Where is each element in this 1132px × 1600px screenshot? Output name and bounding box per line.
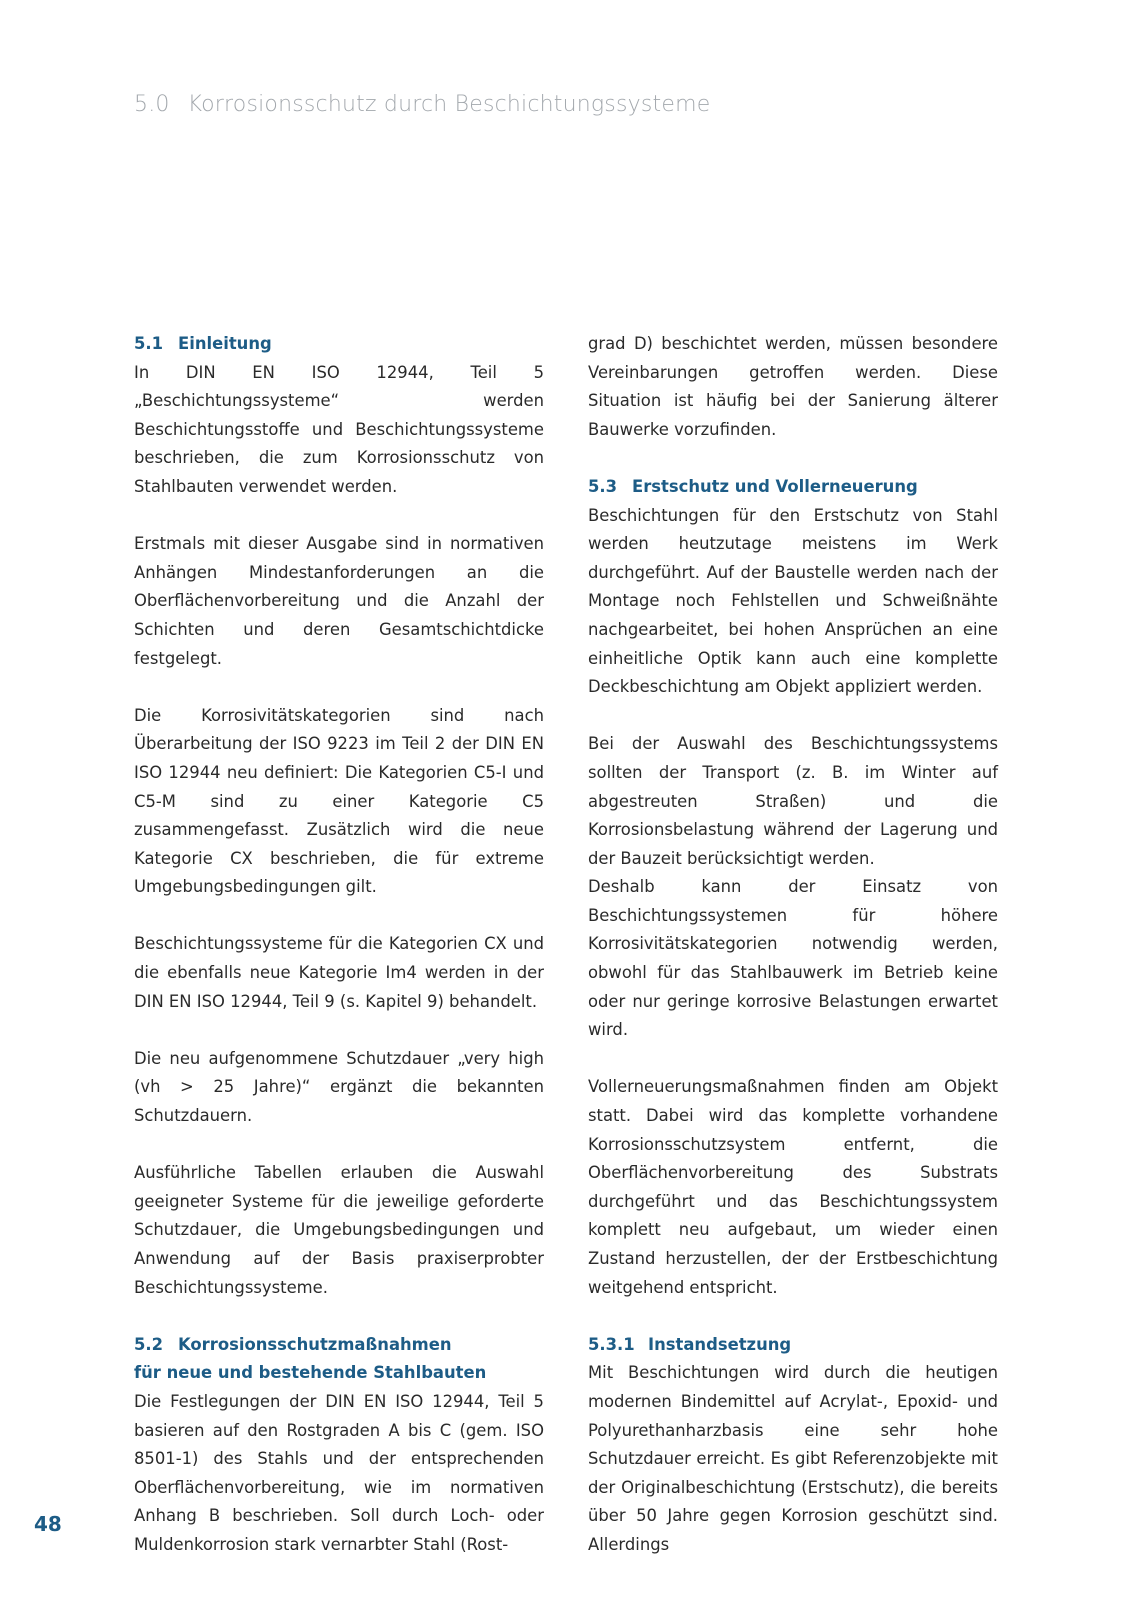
left-column (134, 330, 544, 1560)
section-title: Korrosionsschutzmaßnahmen (178, 1334, 452, 1354)
section-heading-5-3 (588, 473, 998, 502)
paragraph: Bei der Auswahl des Beschichtungssystems sollten der Transport (z. B. im Winter auf abgestreuten Straßen) und die Korrosionsbelastung während der Lagerung und der Bauzeit berücksichtigt werden. (588, 734, 998, 868)
paragraph: In DIN EN ISO 12944, Teil 5 „Beschichtungssysteme“ werden Beschichtungsstoffe und Beschichtungssysteme beschrieben, die zum Korrosionsschutz von Stahlbauten verwendet werden. (134, 362, 544, 496)
paragraph: Erstmals mit dieser Ausgabe sind in normativen Anhängen Mindestanforderungen an die Oberflächenvorbereitung und die Anzahl der Schichten und deren Gesamtschichtdicke festgelegt. (134, 534, 544, 668)
section-number: 5.3 (588, 476, 618, 496)
chapter-number: 5.0 (134, 92, 170, 117)
paragraph: Die Festlegungen der DIN EN ISO 12944, Teil 5 basieren auf den Rostgraden A bis C (gem. ISO 8501-1) des Stahls und der entsprechenden Oberflächenvorbereitung, wie im normativen Anhang B beschrieben. Soll durch Loch- oder Muldenkorrosion stark vernarbter Stahl (Rost- (134, 1391, 544, 1554)
chapter-title (134, 92, 710, 117)
paragraph: Die neu aufgenommene Schutzdauer „very high (vh > 25 Jahre)“ ergänzt die bekannten Schutzdauern. (134, 1048, 544, 1126)
paragraph: grad D) beschichtet werden, müssen besondere Vereinbarungen getroffen werden. Diese Situation ist häufig bei der Sanierung älterer Bauwerke vorzufinden. (588, 334, 998, 439)
section-number: 5.2 (134, 1334, 164, 1354)
paragraph: Beschichtungssysteme für die Kategorien CX und die ebenfalls neue Kategorie Im4 werden in der DIN EN ISO 12944, Teil 9 (s. Kapitel 9) behandelt. (134, 934, 544, 1011)
section-heading-5-3-1 (588, 1331, 998, 1360)
section-number: 5.1 (134, 334, 164, 353)
paragraph: Die Korrosivitätskategorien sind nach Überarbeitung der ISO 9223 im Teil 2 der DIN EN ISO 12944 neu definiert: Die Kategorien C5-I und C5-M sind zu einer Kategorie C5 zusammengefasst. Zusätzlich wird die neue Kategorie CX beschrieben, die für extreme Umgebungsbedingungen gilt. (134, 705, 544, 897)
section-heading-5-2 (134, 1331, 544, 1388)
page-number: 48 (34, 1512, 62, 1536)
paragraph: Vollerneuerungsmaßnahmen finden am Objekt statt. Dabei wird das komplette vorhandene Korrosionsschutzsystem entfernt, die Oberflächenvorbereitung des Substrats durchgeführt und das Beschichtungssystem komplett neu aufgebaut, um wieder einen Zustand herzustellen, der der Erstbeschichtung weitgehend entspricht. (588, 1077, 998, 1297)
section-number: 5.3.1 (588, 1334, 635, 1354)
right-column (588, 330, 998, 1560)
section-heading-5-1 (134, 330, 544, 359)
chapter-title-text: Korrosionsschutz durch Beschichtungssysteme (187, 92, 711, 117)
paragraph: Deshalb kann der Einsatz von Beschichtungssystemen für höhere Korrosivitätskategorien notwendig werden, obwohl für das Stahlbauwerk im Betrieb keine oder nur geringe korrosive Belastungen erwartet wird. (588, 877, 998, 1040)
section-title-continued: für neue und bestehende Stahlbauten (134, 1363, 487, 1383)
section-title: Erstschutz und Vollerneuerung (632, 476, 918, 496)
paragraph: Ausführliche Tabellen erlauben die Auswahl geeigneter Systeme für die jeweilige geforderte Schutzdauer, die Umgebungsbedingungen und Anwendung auf der Basis praxiserprobter Beschichtungssysteme. (134, 1163, 544, 1297)
paragraph: Mit Beschichtungen wird durch die heutigen modernen Bindemittel auf Acrylat-, Epoxid- und Polyurethanharzbasis eine sehr hohe Schutzdauer erreicht. Es gibt Referenzobjekte mit der Originalbeschichtung (Erstschutz), die bereits über 50 Jahre gegen Korrosion geschützt sind. Allerdings (588, 1363, 998, 1554)
paragraph: Beschichtungen für den Erstschutz von Stahl werden heutzutage meistens im Werk durchgeführt. Auf der Baustelle werden nach der Montage noch Fehlstellen und Schweißnähte nachgearbeitet, bei hohen Ansprüchen an eine einheitliche Optik kann auch eine komplette Deckbeschichtung am Objekt appliziert werden. (588, 505, 998, 697)
section-title: Instandsetzung (648, 1334, 792, 1354)
section-title: Einleitung (178, 334, 272, 353)
